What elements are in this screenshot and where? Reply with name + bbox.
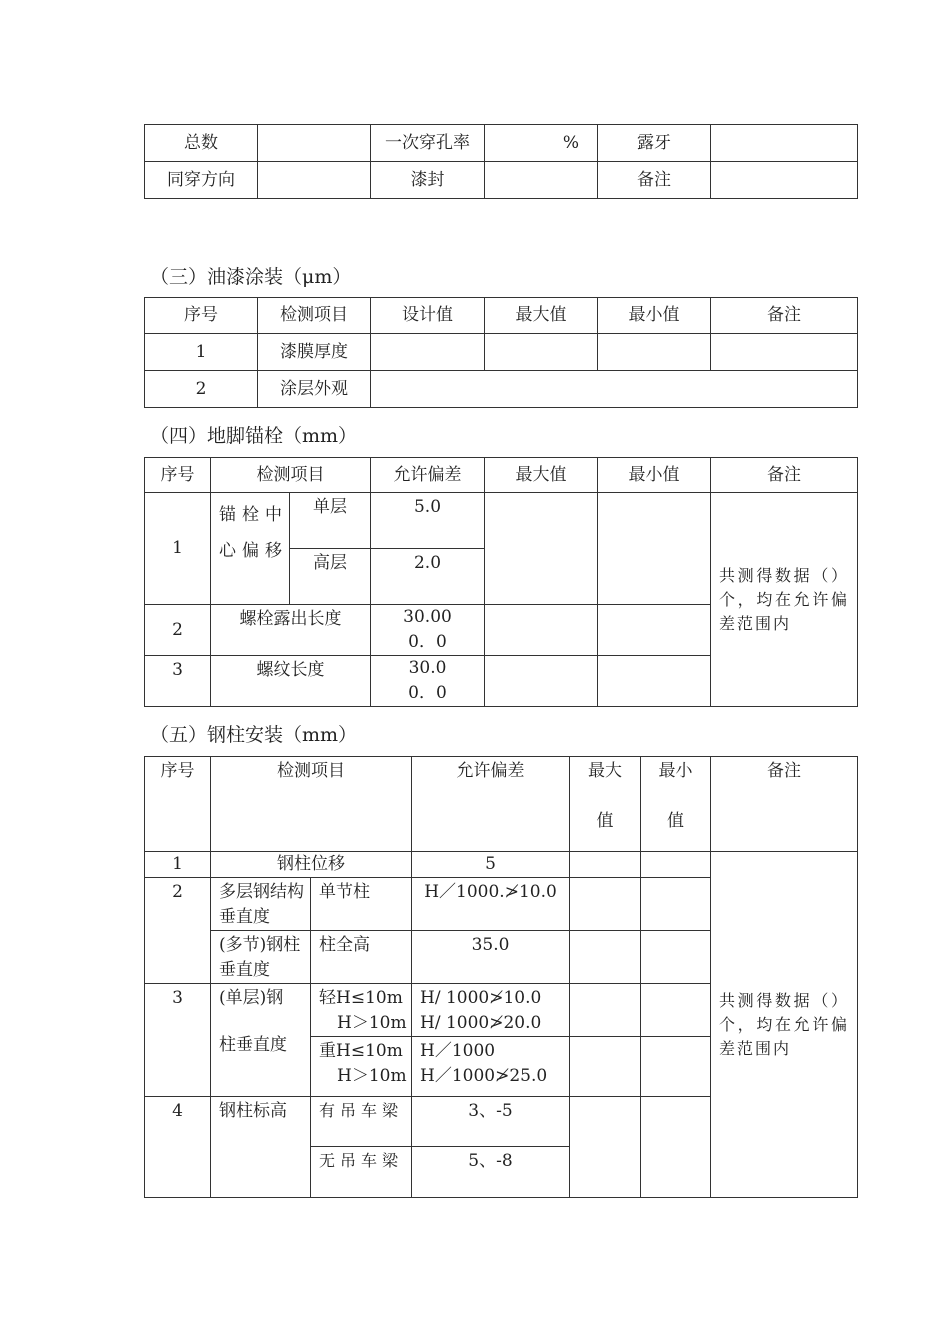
column-offset-value: 5	[412, 852, 570, 878]
direction-value	[258, 162, 371, 199]
header-no: 序号	[145, 458, 211, 493]
thread-length-item: 螺纹长度	[211, 656, 371, 707]
row-no: 2	[145, 878, 211, 984]
row-item: 涂层外观	[258, 371, 371, 408]
row-item: 漆膜厚度	[258, 334, 371, 371]
header-no: 序号	[145, 298, 258, 334]
header-max: 最大 值	[570, 757, 641, 852]
header-max: 最大值	[485, 458, 598, 493]
row-no: 2	[145, 371, 258, 408]
high-layer-value: 2.0	[371, 549, 485, 605]
remark-note: 共测得数据（）个，均在允许偏差范围内	[711, 493, 858, 707]
high-layer-label: 高层	[290, 549, 371, 605]
pierce-rate-value: %	[485, 125, 598, 162]
section5-title: （五）钢柱安装（mm）	[150, 724, 358, 746]
total-label: 总数	[145, 125, 258, 162]
multi-section-item: (多节)钢柱垂直度	[211, 931, 311, 984]
header-remark: 备注	[711, 757, 858, 852]
header-remark: 备注	[711, 298, 858, 334]
direction-label: 同穿方向	[145, 162, 258, 199]
anchor-offset-item: 锚栓中心偏移	[211, 493, 290, 605]
full-height-value: 35.0	[412, 931, 570, 984]
row-no: 1	[145, 852, 211, 878]
full-height-label: 柱全高	[311, 931, 412, 984]
header-design: 设计值	[371, 298, 485, 334]
header-item: 检测项目	[211, 757, 412, 852]
column-offset-item: 钢柱位移	[211, 852, 412, 878]
header-item: 检测项目	[258, 298, 371, 334]
row-no: 1	[145, 493, 211, 605]
pierce-rate-label: 一次穿孔率	[371, 125, 485, 162]
heavy-value: H／1000 H／1000≯25.0	[412, 1037, 570, 1097]
header-max: 最大值	[485, 298, 598, 334]
exposed-thread-value	[711, 125, 858, 162]
remark-value	[711, 162, 858, 199]
steel-column-table	[144, 756, 858, 1198]
row-no: 4	[145, 1097, 211, 1198]
total-value	[258, 125, 371, 162]
light-value: H/ 1000≯10.0 H/ 1000≯20.0	[412, 984, 570, 1037]
without-crane-value: 5、-8	[412, 1147, 570, 1198]
header-min: 最小值	[598, 298, 711, 334]
paint-seal-label: 漆封	[371, 162, 485, 199]
multi-layer-item: 多层钢结构垂直度	[211, 878, 311, 931]
without-crane-label: 无吊车梁	[311, 1147, 412, 1198]
row-no: 1	[145, 334, 258, 371]
single-layer-item: (单层)钢 柱垂直度	[211, 984, 311, 1097]
header-min: 最小 值	[641, 757, 711, 852]
row-no: 3	[145, 984, 211, 1097]
exposed-thread-label: 露牙	[598, 125, 711, 162]
header-remark: 备注	[711, 458, 858, 493]
column-elevation-item: 钢柱标高	[211, 1097, 311, 1198]
light-label: 轻H≤10m H＞10m	[311, 984, 412, 1037]
row-no: 2	[145, 605, 211, 656]
header-tolerance: 允许偏差	[412, 757, 570, 852]
single-section-label: 单节柱	[311, 878, 412, 931]
header-no: 序号	[145, 757, 211, 852]
bolt-exposed-value: 30.00 0．0	[371, 605, 485, 656]
paint-seal-value	[485, 162, 598, 199]
with-crane-label: 有吊车梁	[311, 1097, 412, 1147]
thread-length-value: 30.0 0．0	[371, 656, 485, 707]
remark-label: 备注	[598, 162, 711, 199]
heavy-label: 重H≤10m H＞10m	[311, 1037, 412, 1097]
header-item: 检测项目	[211, 458, 371, 493]
single-layer-label: 单层	[290, 493, 371, 549]
single-layer-value: 5.0	[371, 493, 485, 549]
header-tolerance: 允许偏差	[371, 458, 485, 493]
single-section-value: H／1000.≯10.0	[412, 878, 570, 931]
header-min: 最小值	[598, 458, 711, 493]
bolt-exposed-item: 螺栓露出长度	[211, 605, 371, 656]
section3-title: （三）油漆涂装（μm）	[150, 266, 352, 288]
paint-table	[144, 297, 858, 408]
with-crane-value: 3、-5	[412, 1097, 570, 1147]
anchor-bolt-table	[144, 457, 858, 707]
section4-title: （四）地脚锚栓（mm）	[150, 425, 358, 447]
row-no: 3	[145, 656, 211, 707]
summary-table	[144, 124, 858, 199]
remark-note: 共测得数据（）个，均在允许偏差范围内	[711, 852, 858, 1198]
